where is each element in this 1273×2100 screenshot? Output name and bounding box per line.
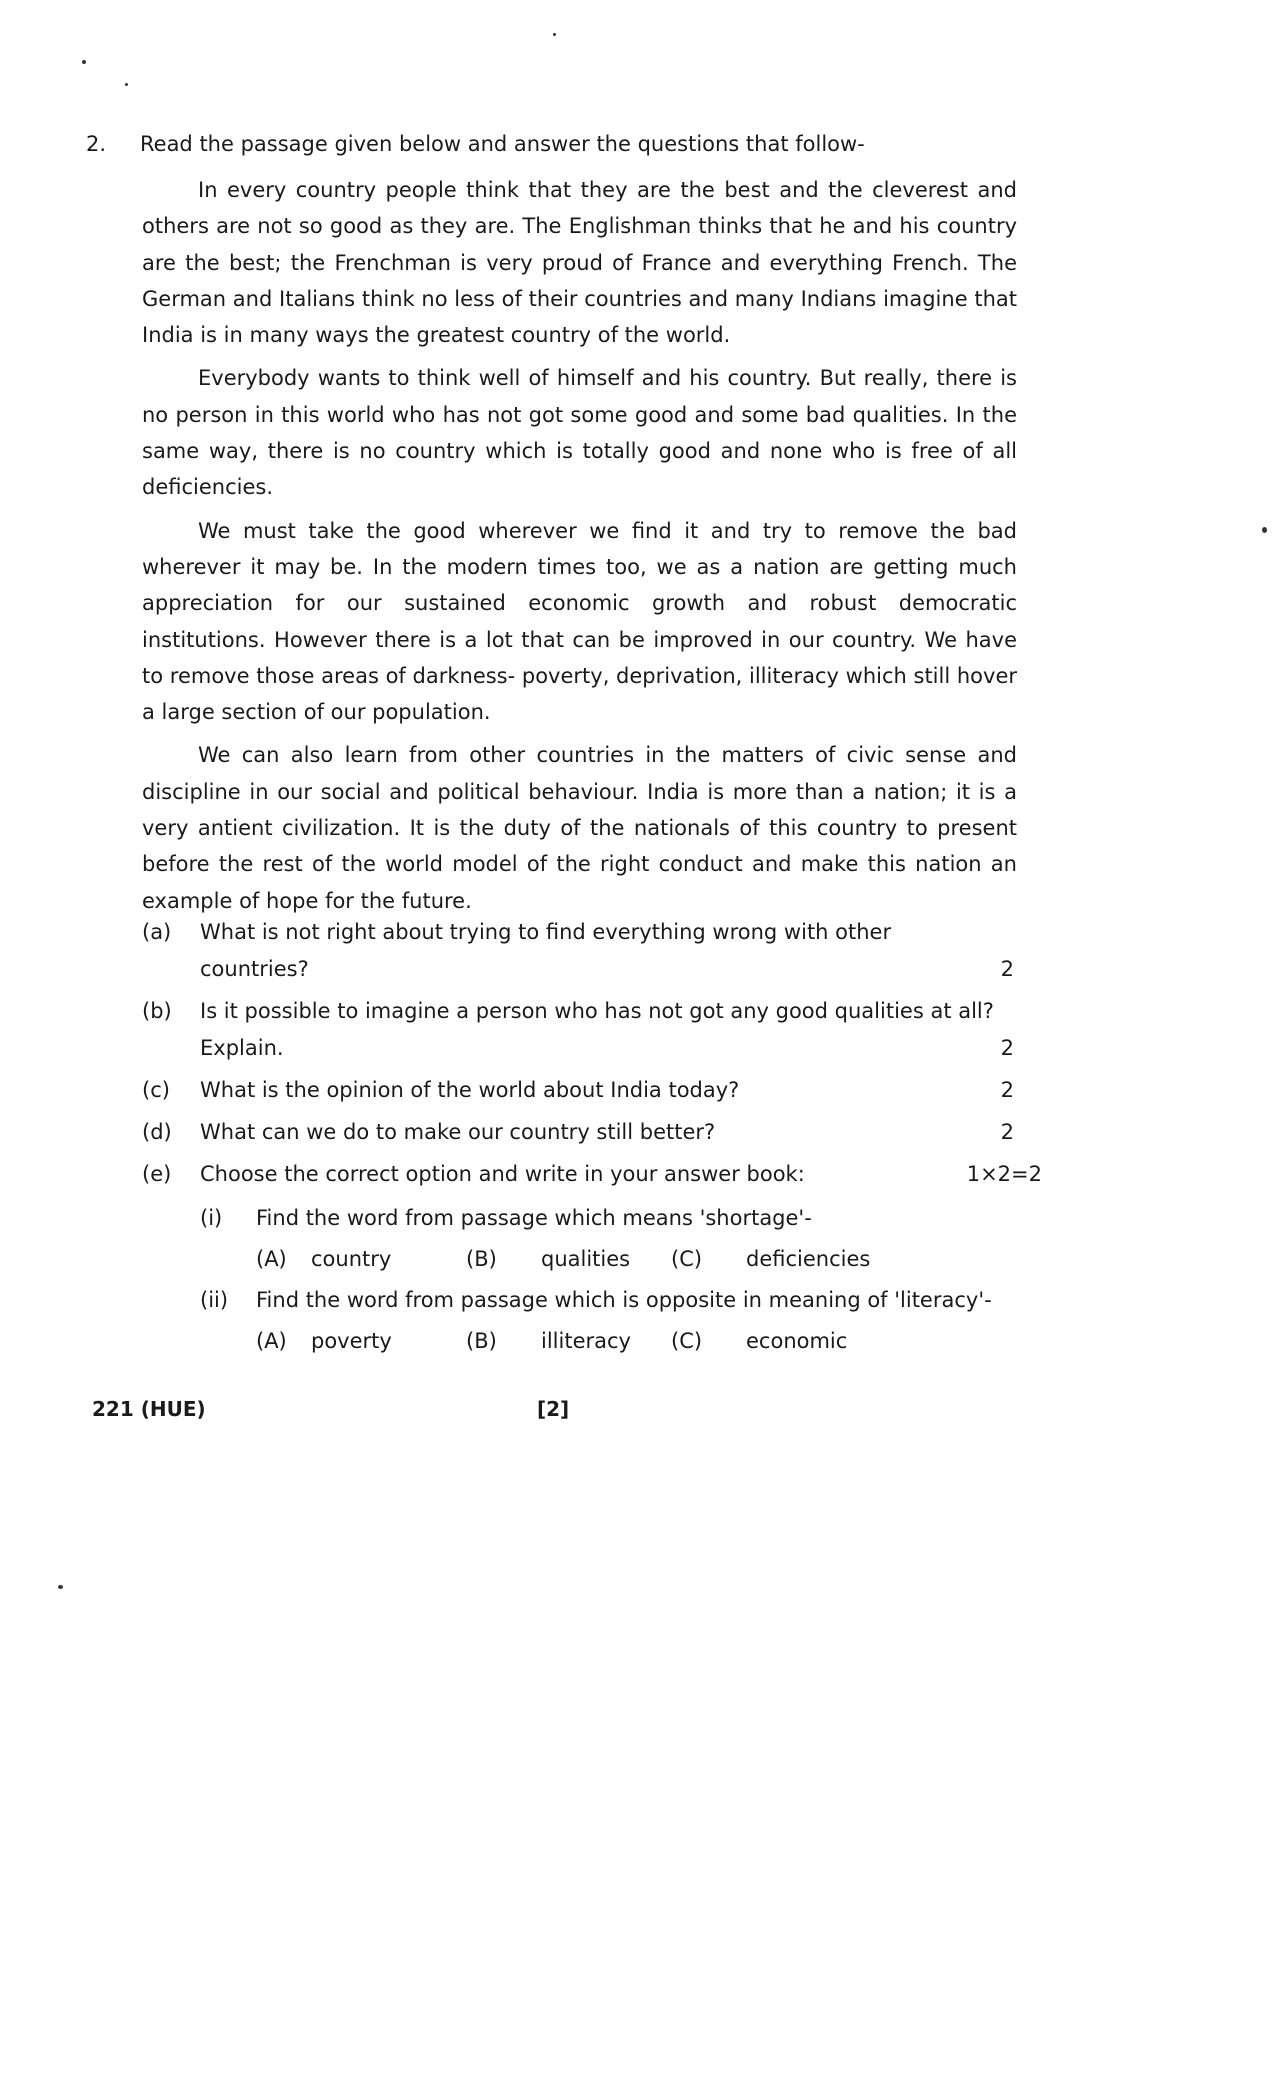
- reading-passage: [142, 172, 1017, 926]
- marks: 2: [1000, 1120, 1014, 1144]
- option-label: (A): [256, 1329, 287, 1353]
- passage-paragraph: Everybody wants to think well of himself and his country. But really, there is no person in this world who has not got some good and some bad qualities. In the same way, there is no country which is totally good and none who is free of all deficiencies.: [142, 366, 1017, 500]
- option-text: deficiencies: [746, 1247, 871, 1271]
- subquestion-text: Is it possible to imagine a person who has not got any good qualities at all? Explain.: [200, 999, 994, 1060]
- paper-code: 221 (HUE): [92, 1397, 206, 1421]
- option-text: qualities: [541, 1247, 631, 1271]
- marks: 1×2=2: [966, 1162, 1042, 1186]
- mcq-options: [256, 1238, 1042, 1280]
- marks: 2: [1000, 1078, 1014, 1102]
- mcq-text: Find the word from passage which means 'shortage'-: [256, 1206, 812, 1230]
- option-b: [466, 1320, 671, 1362]
- option-a: [256, 1238, 466, 1280]
- subquestion-label: (b): [142, 999, 172, 1023]
- mcq-label: (i): [200, 1206, 223, 1230]
- scan-speck: [1262, 527, 1267, 533]
- subquestion-text: Choose the correct option and write in your answer book:: [200, 1162, 805, 1186]
- subquestion-c: [142, 1072, 1042, 1109]
- passage-paragraph: We can also learn from other countries in the matters of civic sense and discipline in our social and political behaviour. India is more than a nation; it is a very antient civilization. It is the duty of the nationals of this country to present before the rest of the world model of the right conduct and make this nation an example of hope for the future.: [142, 743, 1017, 913]
- mcq-label: (ii): [200, 1288, 229, 1312]
- passage-paragraph: In every country people think that they are the best and the cleverest and others are not so good as they are. The Englishman thinks that he and his country are the best; the Frenchman is very proud of France and everything French. The German and Italians think no less of their countries and many Indians imagine that India is in many ways the greatest country of the world.: [142, 178, 1017, 348]
- subquestion-label: (d): [142, 1120, 172, 1144]
- subquestion-list: [142, 914, 1042, 1362]
- option-label: (C): [671, 1329, 703, 1353]
- option-text: economic: [746, 1329, 848, 1353]
- mcq-item-i: [200, 1198, 1042, 1238]
- mcq-item-ii: [200, 1280, 1042, 1320]
- option-label: (B): [466, 1247, 497, 1271]
- option-text: poverty: [311, 1329, 392, 1353]
- marks: 2: [1000, 1036, 1014, 1060]
- subquestion-d: [142, 1114, 1042, 1151]
- page-number: [2]: [537, 1397, 570, 1421]
- scan-speck: [58, 1585, 63, 1589]
- subquestion-b: [142, 993, 1042, 1067]
- subquestion-text: What is the opinion of the world about India today?: [200, 1078, 740, 1102]
- subquestion-text: What can we do to make our country still better?: [200, 1120, 716, 1144]
- option-c: [671, 1238, 870, 1280]
- scan-speck: [125, 83, 128, 86]
- question-number: 2.: [86, 132, 107, 156]
- option-c: [671, 1320, 847, 1362]
- subquestion-a: [142, 914, 1042, 988]
- option-label: (B): [466, 1329, 497, 1353]
- option-label: (A): [256, 1247, 287, 1271]
- subquestion-e: [142, 1156, 1042, 1193]
- mcq-options: [256, 1320, 1042, 1362]
- question-prompt: Read the passage given below and answer the questions that follow-: [140, 132, 865, 156]
- option-b: [466, 1238, 671, 1280]
- option-text: country: [311, 1247, 392, 1271]
- subquestion-label: (e): [142, 1162, 172, 1186]
- passage-paragraph: We must take the good wherever we find it and try to remove the bad wherever it may be. In the modern times too, we as a nation are getting much appreciation for our sustained economic growth and robust democratic institutions. However there is a lot that can be improved in our country. We have to remove those areas of darkness- poverty, deprivation, illiteracy which still hover a large section of our population.: [142, 518, 1017, 725]
- option-label: (C): [671, 1247, 703, 1271]
- marks: 2: [1000, 957, 1014, 981]
- subquestion-label: (a): [142, 920, 172, 944]
- subquestion-label: (c): [142, 1078, 170, 1102]
- mcq-text: Find the word from passage which is opposite in meaning of 'literacy'-: [256, 1288, 992, 1312]
- subquestion-text: What is not right about trying to find everything wrong with other countries?: [200, 920, 892, 981]
- option-text: illiteracy: [541, 1329, 631, 1353]
- scan-speck: [82, 60, 86, 64]
- scan-speck: [553, 33, 556, 36]
- option-a: [256, 1320, 466, 1362]
